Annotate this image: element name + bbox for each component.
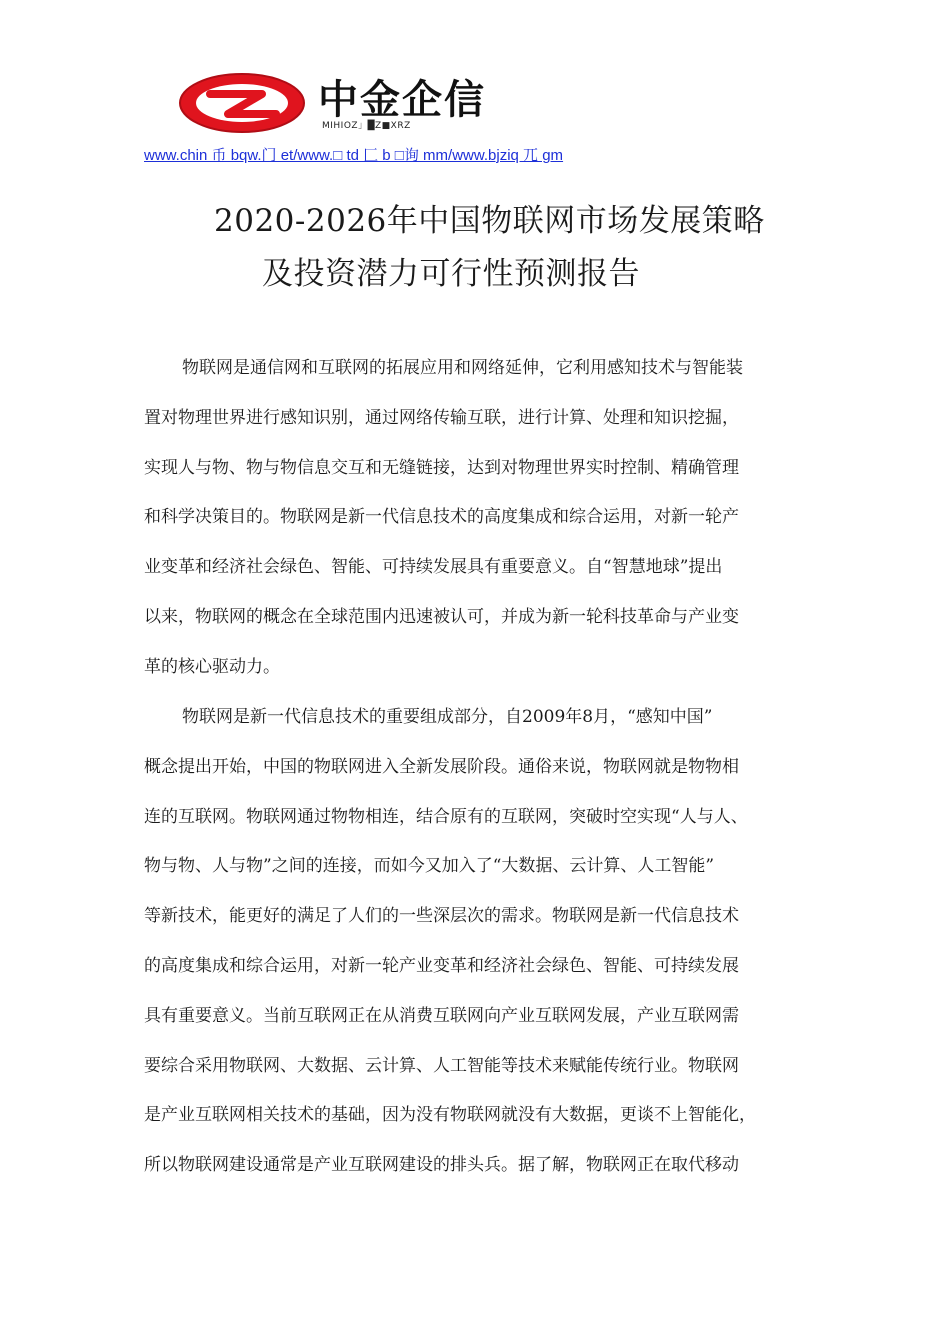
paragraph-line: 等新技术，能更好的满足了人们的一些深层次的需求。物联网是新一代信息技术 bbox=[144, 906, 739, 927]
logo-name: 中金企信 bbox=[318, 77, 486, 123]
paragraph-line: 革的核心驱动力。 bbox=[144, 656, 280, 677]
paragraph-line: 置对物理世界进行感知识别，通过网络传输互联，进行计算、处理和知识挖掘， bbox=[144, 407, 739, 428]
paragraph-line: 实现人与物、物与物信息交互和无缝链接，达到对物理世界实时控制、精确管理 bbox=[144, 457, 739, 478]
paragraph-line: 连的互联网。物联网通过物物相连，结合原有的互联网，突破时空实现“人与人、 bbox=[144, 806, 748, 827]
report-title-line-2: 及投资潜力可行性预测报告 bbox=[262, 256, 640, 292]
paragraph-line: 概念提出开始，中国的物联网进入全新发展阶段。通俗来说，物联网就是物物相 bbox=[144, 756, 739, 777]
paragraph-line: 具有重要意义。当前互联网正在从消费互联网向产业互联网发展，产业互联网需 bbox=[144, 1005, 739, 1026]
paragraph-2 bbox=[144, 706, 824, 1204]
paragraph-line: 物联网是通信网和互联网的拓展应用和网络延伸，它利用感知技术与智能装 bbox=[182, 358, 743, 378]
paragraph-line: 要综合采用物联网、大数据、云计算、人工智能等技术来赋能传统行业。物联网 bbox=[144, 1055, 739, 1076]
paragraph-line: 和科学决策目的。物联网是新一代信息技术的高度集成和综合运用，对新一轮产 bbox=[144, 507, 739, 528]
report-title-line-1: 2020-2026年中国物联网市场发展策略 bbox=[214, 203, 765, 239]
website-link[interactable]: www.chin 币 bqw.门 et/www.□ td 匚 b □询 mm/www.bjziq 兀 gm bbox=[144, 147, 564, 164]
paragraph-line: 是产业互联网相关技术的基础，因为没有物联网就没有大数据，更谈不上智能化， bbox=[144, 1105, 756, 1126]
paragraph-line: 所以物联网建设通常是产业互联网建设的排头兵。据了解，物联网正在取代移动 bbox=[144, 1155, 739, 1176]
logo-subtitle: MIHIOZ」█Z■XRZ bbox=[322, 121, 411, 131]
paragraph-1 bbox=[144, 357, 824, 706]
paragraph-line: 物与物、人与物”之间的连接，而如今又加入了“大数据、云计算、人工智能” bbox=[144, 856, 715, 877]
logo-mark-icon bbox=[176, 70, 306, 136]
paragraph-line: 业变革和经济社会绿色、智能、可持续发展具有重要意义。自“智慧地球”提出 bbox=[144, 557, 723, 578]
company-logo bbox=[176, 70, 576, 140]
paragraph-line: 物联网是新一代信息技术的重要组成部分，自2009年8月，“感知中国” bbox=[182, 707, 713, 727]
paragraph-line: 的高度集成和综合运用，对新一轮产业变革和经济社会绿色、智能、可持续发展 bbox=[144, 955, 739, 976]
paragraph-line: 以来，物联网的概念在全球范围内迅速被认可，并成为新一轮科技革命与产业变 bbox=[144, 606, 739, 627]
